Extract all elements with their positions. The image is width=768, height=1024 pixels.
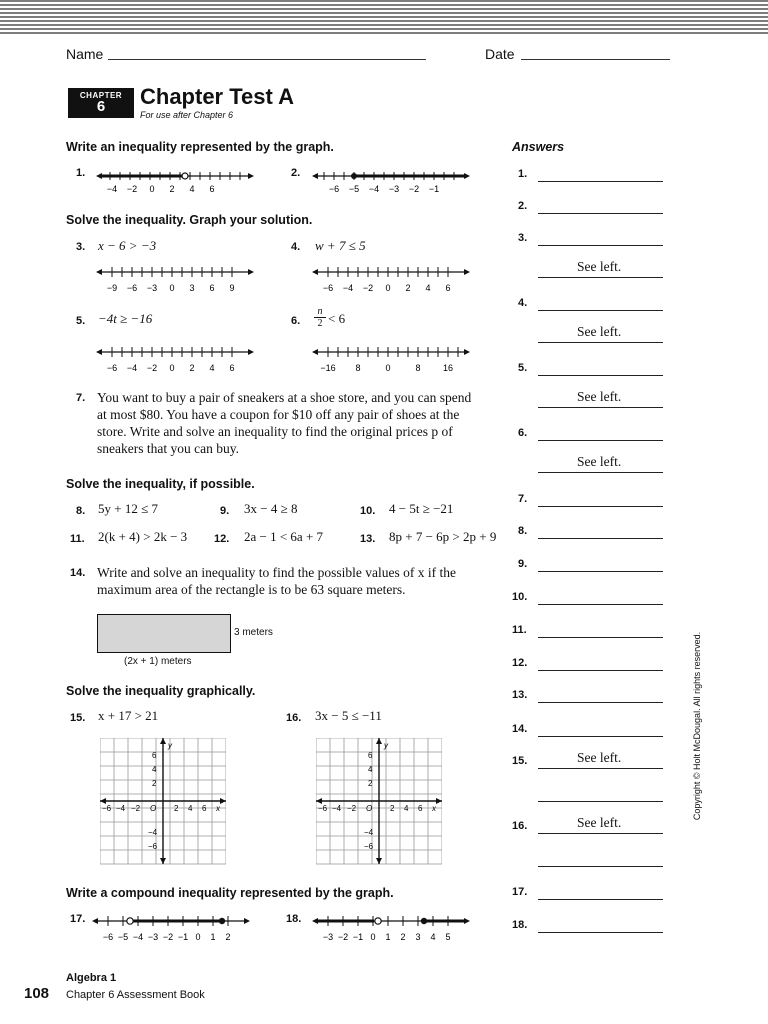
problem-7-line: You want to buy a pair of sneakers at a shoe store, and you can spend — [97, 390, 472, 405]
tick-label: −2 — [162, 932, 174, 942]
see-left-note: See left. — [577, 815, 622, 830]
answer-line[interactable] — [538, 506, 663, 507]
tick-label: −3 — [147, 932, 159, 942]
tick-label: −6 — [148, 842, 158, 851]
open-endpoint — [182, 173, 188, 179]
tick-label: 0 — [195, 932, 201, 942]
problem-7-line: sneakers that you can buy. — [97, 441, 239, 456]
problem-3-text: x − 6 > −3 — [98, 238, 157, 253]
tick-label: 0 — [169, 283, 175, 293]
tick-label: 6 — [209, 283, 215, 293]
problem-number: 8. — [76, 505, 86, 517]
tick-label: −6 — [102, 932, 114, 942]
tick-label: 6 — [209, 184, 215, 194]
answer-line[interactable] — [538, 932, 663, 933]
problem-number: 1. — [76, 167, 86, 179]
problem-number: 3. — [76, 241, 86, 253]
answer-number: 17. — [512, 886, 528, 898]
tick-label: 4 — [368, 765, 373, 774]
tick-label: −5 — [348, 184, 360, 194]
tick-label: 6 — [152, 751, 157, 760]
number-line-1 — [96, 166, 256, 196]
answer-line[interactable] — [538, 702, 663, 703]
coordinate-grid-16 — [316, 738, 442, 866]
tick-label: −2 — [131, 804, 141, 813]
problem-10-text: 4 − 5t ≥ −21 — [389, 501, 454, 516]
problem-number: 16. — [286, 712, 302, 724]
tick-label: 6 — [229, 363, 235, 373]
answer-line[interactable] — [538, 637, 663, 638]
answer-line[interactable] — [538, 899, 663, 900]
tick-label: −1 — [428, 184, 440, 194]
section-heading-3: Solve the inequality, if possible. — [66, 477, 255, 491]
tick-label: −6 — [328, 184, 340, 194]
answer-line[interactable] — [538, 801, 663, 802]
see-left-note: See left. — [577, 750, 622, 765]
answer-line[interactable] — [538, 736, 663, 737]
answer-number: 12. — [512, 657, 528, 669]
chapter-badge — [68, 88, 134, 118]
section-heading-1: Write an inequality represented by the graph. — [66, 140, 334, 154]
problem-11-text: 2(k + 4) > 2k − 3 — [98, 529, 188, 544]
tick-label: 3 — [189, 283, 195, 293]
section-heading-4: Solve the inequality graphically. — [66, 684, 256, 698]
name-label: Name — [66, 46, 104, 62]
date-field-line[interactable] — [521, 59, 670, 60]
problem-number: 17. — [70, 913, 86, 925]
tick-label: 2 — [400, 932, 406, 942]
problem-14-line: Write and solve an inequality to find the possible values of x if the — [97, 565, 456, 580]
answer-number: 5. — [518, 362, 528, 374]
origin-label: O — [366, 804, 373, 813]
problem-7-line: store. Write and solve an inequality to find the original prices p of — [97, 424, 453, 439]
answer-line[interactable] — [538, 407, 663, 408]
tick-label: −16 — [320, 363, 336, 373]
tick-label: −2 — [362, 283, 374, 293]
number-line-18 — [312, 911, 472, 943]
answer-line[interactable] — [538, 342, 663, 343]
problem-number: 15. — [70, 712, 86, 724]
problem-7-text — [97, 389, 497, 457]
date-label: Date — [485, 46, 515, 62]
answer-line[interactable] — [538, 375, 663, 376]
page-number: 108 — [24, 985, 50, 1002]
x-axis-label: x — [432, 804, 436, 813]
answer-line[interactable] — [538, 440, 663, 441]
problem-number: 10. — [360, 505, 376, 517]
tick-label: −6 — [364, 842, 374, 851]
open-endpoint — [375, 918, 381, 924]
answer-line[interactable] — [538, 538, 663, 539]
answer-line[interactable] — [538, 866, 663, 867]
answer-number: 3. — [518, 232, 528, 244]
answer-number: 14. — [512, 723, 528, 735]
problem-number: 5. — [76, 315, 86, 327]
problem-number: 12. — [214, 533, 230, 545]
problem-16-text: 3x − 5 ≤ −11 — [315, 708, 382, 723]
tick-label: 4 — [189, 184, 195, 194]
rectangle-width-label: (2x + 1) meters — [124, 656, 192, 667]
tick-label: 2 — [189, 363, 195, 373]
answer-number: 18. — [512, 919, 528, 931]
answer-number: 8. — [518, 525, 528, 537]
problem-14-text — [97, 564, 497, 598]
tick-label: 2 — [152, 779, 157, 788]
tick-label: −4 — [368, 184, 380, 194]
y-axis-label: y — [168, 741, 172, 750]
tick-label: −4 — [148, 828, 158, 837]
number-line-3 — [96, 262, 256, 294]
tick-label: −6 — [318, 804, 328, 813]
closed-endpoint — [351, 173, 357, 179]
answer-line[interactable] — [538, 768, 663, 769]
chapter-word: CHAPTER — [79, 91, 123, 100]
tick-label: −6 — [102, 804, 112, 813]
tick-label: 9 — [229, 283, 235, 293]
problem-8-text: 5y + 12 ≤ 7 — [98, 501, 158, 516]
see-left-note: See left. — [577, 389, 622, 404]
tick-label: −2 — [126, 184, 138, 194]
problem-7-line: at most $80. You have a coupon for $10 off any pair of shoes at the — [97, 407, 460, 422]
tick-label: −3 — [388, 184, 400, 194]
answer-line[interactable] — [538, 245, 663, 246]
tick-label: −6 — [126, 283, 138, 293]
tick-label: 0 — [370, 932, 376, 942]
problem-number: 9. — [220, 505, 230, 517]
answer-line[interactable] — [538, 571, 663, 572]
coordinate-grid-15 — [100, 738, 226, 866]
tick-label: 4 — [188, 804, 193, 813]
tick-label: −1 — [177, 932, 189, 942]
problem-6-text: < 6 — [328, 311, 346, 326]
problem-number: 7. — [76, 392, 86, 404]
tick-label: 4 — [209, 363, 215, 373]
footer-book-subtitle: Chapter 6 Assessment Book — [66, 989, 205, 1001]
x-axis-label: x — [216, 804, 220, 813]
page-subtitle: For use after Chapter 6 — [140, 110, 234, 120]
tick-label: −3 — [322, 932, 334, 942]
tick-label: 3 — [415, 932, 421, 942]
problem-number: 6. — [291, 315, 301, 327]
problem-number: 11. — [70, 533, 85, 545]
tick-label: 4 — [425, 283, 431, 293]
answer-line[interactable] — [538, 833, 663, 834]
tick-label: 4 — [430, 932, 436, 942]
tick-label: 8 — [355, 363, 361, 373]
problem-number: 18. — [286, 913, 302, 925]
tick-label: 0 — [385, 283, 391, 293]
answer-line[interactable] — [538, 604, 663, 605]
number-line-17 — [92, 911, 252, 943]
problem-number: 13. — [360, 533, 376, 545]
tick-label: 0 — [149, 184, 155, 194]
problem-12-text: 2a − 1 < 6a + 7 — [244, 529, 324, 544]
y-axis-label: y — [384, 741, 388, 750]
tick-label: −6 — [322, 283, 334, 293]
tick-label: 2 — [405, 283, 411, 293]
tick-label: 2 — [368, 779, 373, 788]
tick-label: 6 — [445, 283, 451, 293]
tick-label: 6 — [418, 804, 423, 813]
problem-number: 14. — [70, 567, 86, 579]
tick-label: 6 — [368, 751, 373, 760]
rectangle-height-label: 3 meters — [234, 627, 273, 638]
tick-label: 4 — [404, 804, 409, 813]
tick-label: 2 — [225, 932, 231, 942]
number-line-5 — [96, 342, 256, 374]
tick-label: −3 — [146, 283, 158, 293]
see-left-note: See left. — [577, 324, 622, 339]
answer-number: 1. — [518, 168, 528, 180]
section-heading-5: Write a compound inequality represented by the graph. — [66, 886, 394, 900]
answer-line[interactable] — [538, 670, 663, 671]
tick-label: −2 — [337, 932, 349, 942]
tick-label: −1 — [352, 932, 364, 942]
tick-label: 4 — [152, 765, 157, 774]
number-line-2 — [312, 166, 472, 196]
problem-14-line: maximum area of the rectangle is to be 63 square meters. — [97, 582, 406, 597]
tick-label: −4 — [106, 184, 118, 194]
tick-label: 2 — [174, 804, 179, 813]
answers-heading: Answers — [512, 140, 565, 154]
tick-label: 1 — [210, 932, 216, 942]
origin-label: O — [150, 804, 157, 813]
tick-label: −4 — [116, 804, 126, 813]
problem-9-text: 3x − 4 ≥ 8 — [244, 501, 298, 516]
problem-13-text: 8p + 7 − 6p > 2p + 9 — [389, 529, 497, 544]
answer-line[interactable] — [538, 310, 663, 311]
answer-number: 4. — [518, 297, 528, 309]
fraction — [314, 306, 326, 329]
closed-endpoint — [421, 918, 427, 924]
fraction-numerator: n — [314, 306, 326, 318]
open-endpoint — [127, 918, 133, 924]
tick-label: −4 — [332, 804, 342, 813]
tick-label: −2 — [146, 363, 158, 373]
answer-line[interactable] — [538, 181, 663, 182]
tick-label: 6 — [202, 804, 207, 813]
tick-label: 2 — [390, 804, 395, 813]
problem-number: 2. — [291, 167, 301, 179]
tick-label: −2 — [408, 184, 420, 194]
answer-line[interactable] — [538, 213, 663, 214]
tick-label: −4 — [364, 828, 374, 837]
tick-label: −2 — [347, 804, 357, 813]
tick-label: −4 — [132, 932, 144, 942]
see-left-note: See left. — [577, 454, 622, 469]
tick-label: −4 — [126, 363, 138, 373]
chapter-number: 6 — [96, 98, 106, 115]
tick-label: 16 — [442, 363, 454, 373]
tick-label: 8 — [415, 363, 421, 373]
answer-number: 11. — [512, 624, 527, 636]
tick-label: −6 — [106, 363, 118, 373]
number-line-4 — [312, 262, 472, 294]
answer-number: 9. — [518, 558, 528, 570]
see-left-note: See left. — [577, 259, 622, 274]
page-title: Chapter Test A — [140, 84, 295, 109]
tick-label: 0 — [385, 363, 391, 373]
tick-label: −5 — [117, 932, 129, 942]
section-heading-2: Solve the inequality. Graph your solution. — [66, 213, 313, 227]
answer-number: 15. — [512, 755, 528, 767]
answer-number: 16. — [512, 820, 528, 832]
answer-number: 7. — [518, 493, 528, 505]
answer-number: 13. — [512, 689, 528, 701]
problem-number: 4. — [291, 241, 301, 253]
number-line-6 — [312, 342, 472, 374]
answer-number: 2. — [518, 200, 528, 212]
problem-15-text: x + 17 > 21 — [98, 708, 159, 723]
name-field-line[interactable] — [108, 59, 426, 60]
tick-label: 0 — [169, 363, 175, 373]
problem-5-text: −4t ≥ −16 — [98, 311, 153, 326]
rectangle-figure — [97, 614, 231, 653]
answer-line[interactable] — [538, 277, 663, 278]
header-stripes — [0, 0, 768, 34]
problem-4-text: w + 7 ≤ 5 — [315, 238, 366, 253]
fraction-denominator: 2 — [317, 318, 323, 329]
closed-endpoint — [219, 918, 225, 924]
tick-label: 1 — [385, 932, 391, 942]
answer-number: 6. — [518, 427, 528, 439]
answer-number: 10. — [512, 591, 528, 603]
footer-book-title: Algebra 1 — [66, 972, 117, 984]
tick-label: −9 — [106, 283, 118, 293]
tick-label: 5 — [445, 932, 451, 942]
answer-line[interactable] — [538, 472, 663, 473]
tick-label: −4 — [342, 283, 354, 293]
copyright-notice: Copyright © Holt McDougal. All rights reserved. — [692, 631, 702, 821]
tick-label: 2 — [169, 184, 175, 194]
